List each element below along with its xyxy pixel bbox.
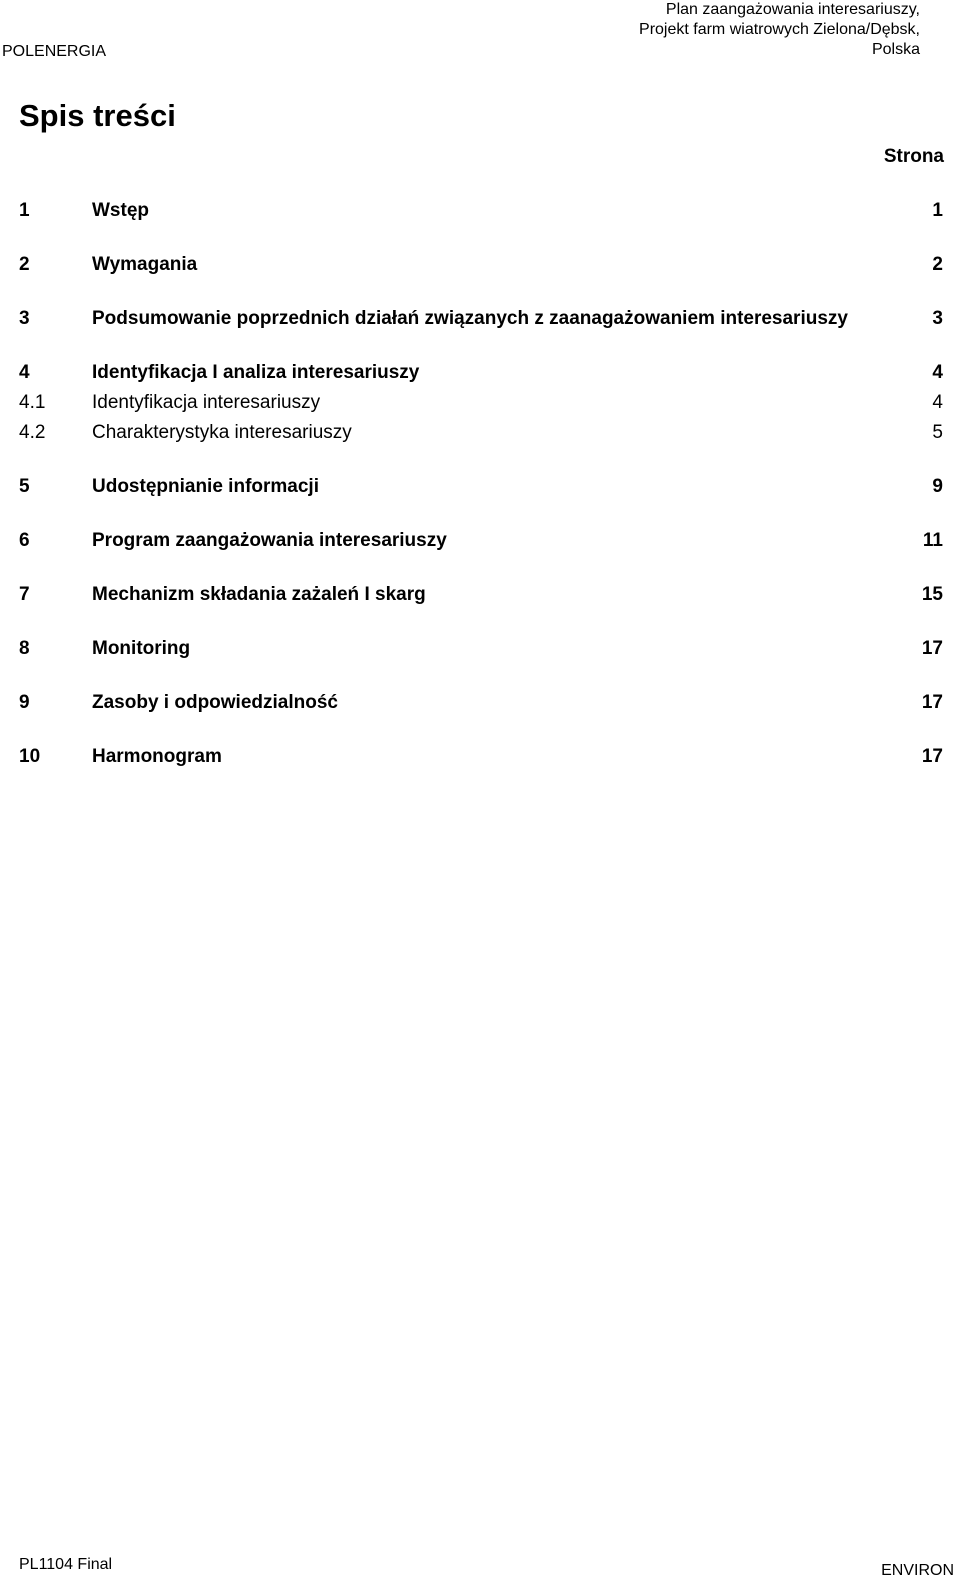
toc-entry[interactable] [19, 361, 943, 385]
document-title-line: Projekt farm wiatrowych Zielona/Dębsk, [639, 21, 920, 38]
toc-entry-number: 4 [19, 362, 30, 383]
toc-entry[interactable] [19, 691, 943, 715]
document-title-line: Polska [871, 41, 920, 58]
page-column-label: Strona [883, 146, 944, 167]
toc-entry-title: Mechanizm składania zażaleń I skarg [92, 584, 426, 605]
toc-entry-title: Udostępnianie informacji [92, 476, 319, 497]
toc-entry[interactable] [19, 307, 943, 331]
toc-entry-number: 10 [19, 746, 41, 767]
footer-document-id: PL1104 Final [19, 1556, 113, 1573]
page-title: Spis treści [19, 98, 176, 133]
toc-entry-title: Charakterystyka interesariuszy [92, 422, 352, 443]
toc-entry-number: 9 [19, 692, 30, 713]
document-title-line: Plan zaangażowania interesariuszy, [665, 1, 920, 18]
toc-entry-title: Zasoby i odpowiedzialność [92, 692, 338, 713]
toc-entry-page: 17 [921, 692, 943, 713]
toc-entry[interactable] [19, 421, 943, 445]
toc-entry[interactable] [19, 583, 943, 607]
toc-entry-title: Podsumowanie poprzednich działań związanych z zaanagażowaniem interesariuszy [92, 308, 848, 329]
toc-entry-page: 5 [932, 422, 943, 443]
toc-entry-title: Identyfikacja I analiza interesariuszy [92, 362, 420, 383]
toc-entry[interactable] [19, 391, 943, 415]
toc-entry-page: 17 [921, 638, 943, 659]
toc-entry[interactable] [19, 745, 943, 769]
toc-entry-title: Monitoring [92, 638, 191, 659]
toc-entry-page: 2 [932, 254, 943, 275]
toc-entry-page: 4 [932, 362, 943, 383]
toc-entry-number: 4.2 [19, 422, 46, 443]
toc-entry-page: 11 [922, 530, 943, 551]
toc-entry-title: Harmonogram [92, 746, 222, 767]
toc-entry-number: 5 [19, 476, 30, 497]
document-title [639, 0, 920, 60]
toc-entry[interactable] [19, 529, 943, 553]
toc-entry-title: Program zaangażowania interesariuszy [92, 530, 447, 551]
toc-entry[interactable] [19, 637, 943, 661]
toc-entry-number: 1 [19, 200, 30, 221]
toc-entry[interactable] [19, 475, 943, 499]
toc-entry-title: Wymagania [92, 254, 198, 275]
toc-entry-page: 17 [921, 746, 943, 767]
toc-entry-page: 9 [932, 476, 943, 497]
toc-entry-title: Identyfikacja interesariuszy [92, 392, 321, 413]
toc-entry[interactable] [19, 253, 943, 277]
toc-entry-number: 7 [19, 584, 30, 605]
toc-entry-number: 2 [19, 254, 30, 275]
toc-entry-number: 6 [19, 530, 30, 551]
toc-entry-page: 3 [932, 308, 943, 329]
toc-entry-page: 1 [932, 200, 943, 221]
toc-entry[interactable] [19, 199, 943, 223]
toc-entry-page: 15 [921, 584, 943, 605]
toc-entry-number: 8 [19, 638, 30, 659]
toc-entry-page: 4 [932, 392, 943, 413]
footer-company: ENVIRON [881, 1562, 954, 1579]
company-name: POLENERGIA [2, 43, 107, 60]
toc-entry-title: Wstęp [92, 200, 149, 221]
toc-entry-number: 3 [19, 308, 30, 329]
toc-entry-number: 4.1 [19, 392, 46, 413]
